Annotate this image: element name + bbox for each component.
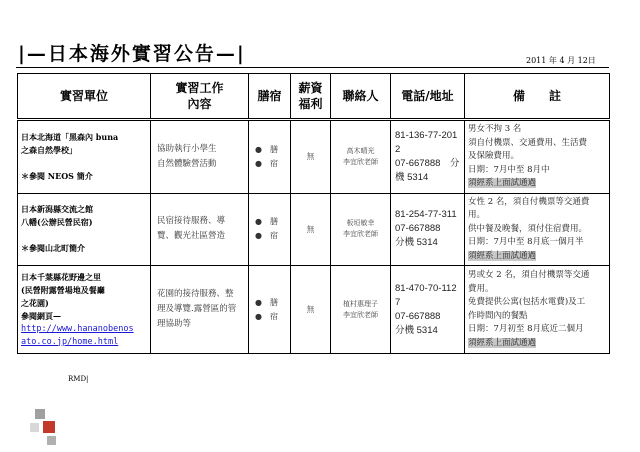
phone-line: 07-667888 [395,223,441,235]
decor-square-red [43,421,55,433]
phone-line: 7 [395,296,401,308]
phone-line: 81-470-70-112 [395,282,457,294]
content-line: 理及導覽.露營區的管 [157,304,237,314]
cell-contact [331,266,391,354]
cell-salary: 無 [291,120,331,194]
contact-line: 李宜欣老師 [343,157,378,166]
notes-line: 須自付機票、交通費用、生活費 [468,137,588,148]
notes-line: 用。 [468,210,486,220]
content-line: 花園的接待服務、整 [157,289,234,299]
notes-line: 男或女 2 名，須自付機票等交通 [468,270,590,280]
cell-notes [465,193,610,266]
unit-line: ＊參閱 NEOS 簡介 [21,170,93,181]
header-content [151,74,249,120]
notes-highlight [468,177,606,191]
unit-line: 之花園) [21,297,49,308]
cell-notes [465,266,610,354]
notes-line: 供中餐及晚餐，須付住宿費用。 [468,223,588,234]
phone-line: 分機 5314 [395,324,438,336]
content-line: 自然體驗營活動 [157,158,217,169]
table-row [18,193,610,266]
phone-line: 81-136-77-201 [395,129,458,141]
cell-content [151,120,249,194]
content-line: 理協助等 [157,319,192,329]
decor-square-light [30,423,39,432]
page-title: |—日本海外實習公告—| [18,42,246,65]
unit-line: ＊參閱山北町簡介 [21,243,85,254]
contact-line: 李宜欣老師 [343,310,378,319]
notes-highlight [468,337,606,351]
notes-highlight [468,250,606,264]
content-line: 民宿接待服務、導 [157,216,226,227]
header-unit: 實習單位 [18,74,151,120]
phone-line: 07-667888 分 [395,157,460,169]
table-header-row [18,74,610,120]
announcement-date: 2011 年 4 月 12日 [526,56,596,65]
unit-line: 之森自然學校」 [21,144,77,155]
decor-square-gray-2 [47,436,56,445]
phone-line: 07-667888 [395,310,441,322]
notes-line: 日期：7月中至 8月底一個月半 [468,237,584,247]
cell-notes [465,120,610,194]
header-salary [291,74,331,120]
internship-table [17,73,610,354]
cell-unit [18,193,151,266]
unit-website-link[interactable]: ato.co.jp/home.html [21,336,119,347]
dorm-line: ● 宿 [255,158,278,168]
header-notes: 備 註 [465,74,610,120]
decor-square-gray [35,409,45,419]
unit-line: 日本北海道「黑森內 buna [21,131,119,142]
notes-line: 費用。 [468,283,494,294]
phone-line: 分機 5314 [395,237,438,249]
content-line: 協助執行小學生 [157,143,217,154]
notes-line: 日期：7月中至 8月中 [468,164,550,175]
notes-line: 免費提供公寓(包括水電費)及工 [468,297,586,307]
notes-line: 及保險費用。 [468,151,520,161]
contact-line: 植村惠理子 [343,299,378,308]
header-dorm: 膳宿 [249,74,291,120]
contact-line: 高木晴光 [346,146,375,155]
cell-salary: 無 [291,266,331,354]
cell-dorm [249,120,291,194]
cell-contact [331,120,391,194]
notes-line: 日期：7月初至 8月底近二個月 [468,324,584,334]
header-content-label: 實習工作內容 [175,81,224,111]
cell-content [151,193,249,266]
cell-unit [18,266,151,354]
header-contact: 聯絡人 [331,74,391,120]
page-title-row [18,38,246,66]
cell-phone [391,120,465,194]
phone-line: 2 [395,143,401,155]
cell-content [151,266,249,354]
unit-line: 八幡(公辦民營民宿) [21,217,93,228]
unit-line [21,229,147,242]
dorm-line: ● 宿 [255,231,278,241]
phone-line: 機 5314 [395,171,429,183]
unit-line: 日本千葉縣花野邊之里 [21,271,101,282]
table-row [18,266,610,354]
unit-line: 參閱網頁— [21,310,61,321]
cell-phone [391,266,465,354]
cell-dorm [249,266,291,354]
dorm-line: ● 膳 [255,144,278,154]
interview-required-note: 須經系上面試通過 [468,178,537,188]
interview-required-note: 須經系上面試通過 [468,337,537,348]
interview-required-note: 須經系上面試通過 [468,250,537,261]
cell-dorm [249,193,291,266]
unit-line: (民營附露營場地及餐廳 [21,284,105,295]
cell-phone [391,193,465,266]
title-divider [16,67,609,68]
cell-contact [331,193,391,266]
cell-unit [18,120,151,194]
content-line: 覽、觀光社區營造 [157,231,226,242]
header-salary-label: 薪資福利 [298,81,323,111]
dorm-line: ● 膳 [255,217,278,227]
cell-salary: 無 [291,193,331,266]
dorm-line: ● 膳 [255,297,278,307]
footer-mark: RMD| [68,375,89,383]
header-phone: 電話/地址 [391,74,465,120]
unit-line: 日本新潟縣交流之館 [21,204,93,215]
phone-line: 81-254-77-311 [395,209,457,221]
contact-line: 板垣敏幸 [346,219,375,228]
notes-line: 女性 2 名，須自付機票等交通費 [468,196,590,207]
dorm-line: ● 宿 [255,311,278,321]
notes-line: 男女不拘 3 名 [468,124,522,134]
table-row [18,120,610,194]
notes-line: 作時間內的餐點 [468,310,528,321]
contact-line: 李宜欣老師 [343,230,378,239]
unit-line [21,157,147,170]
unit-website-link[interactable]: http://www.hananobenos [21,323,134,334]
